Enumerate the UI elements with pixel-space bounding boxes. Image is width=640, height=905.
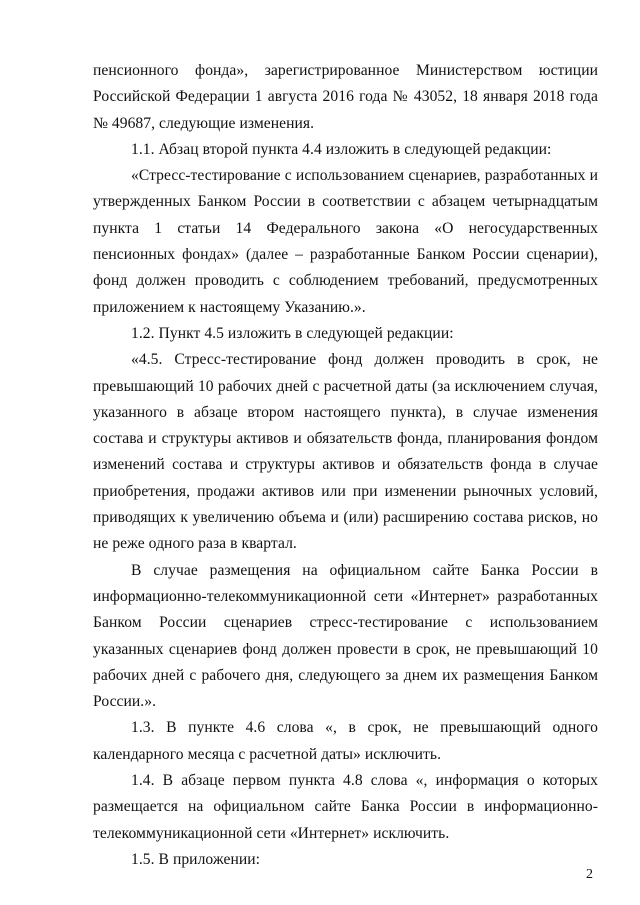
paragraph-continuation: пенсионного фонда», зарегистрированное Министерством юстиции Российской Федерации 1 августа 2016 года № 43052, 18 января 2018 года № 49687, следующие изменения.	[93, 62, 598, 132]
document-body	[93, 58, 598, 873]
paragraph-item-1-4: 1.4. В абзаце первом пункта 4.8 слова «, информация о которых размещается на официальном сайте Банка России в информационно-телекоммуникационной сети «Интернет» исключить.	[93, 772, 598, 842]
paragraph-item-1-2: 1.2. Пункт 4.5 изложить в следующей редакции:	[131, 324, 454, 342]
paragraph-quote-4-5: «4.5. Стресс-тестирование фонд должен проводить в срок, не превышающий 10 рабочих дней с расчетной даты (за исключением случая, указанного в абзаце втором настоящего пункта), в случае изменения состава и структуры активов и обязательств фонда, планирования фондом изменений состава и структуры активов и обязательств фонда в случае приобретения, продажи активов или при изменении рыночных условий, приводящих к увеличению объема и (или) расширению состава рисков, но не реже одного раза в квартал.	[93, 351, 598, 553]
paragraph-item-1-5: 1.5. В приложении:	[131, 850, 261, 868]
paragraph-quote-4-4: «Стресс-тестирование с использованием сценариев, разработанных и утвержденных Банком России в соответствии с абзацем четырнадцатым пункта 1 статьи 14 Федерального закона «О негосударственных пенсионных фондах» (далее – разработанные Банком России сценарии), фонд должен проводить с соблюдением требований, предусмотренных приложением к настоящему Указанию.».	[93, 167, 598, 316]
page-number: 2	[586, 867, 593, 882]
paragraph-quote-4-5-second: В случае размещения на официальном сайте Банка России в информационно-телекоммуникационной сети «Интернет» разработанных Банком России сценариев стресс-тестирование с использованием указанных сценариев фонд должен провести в срок, не превышающий 10 рабочих дней с рабочего дня, следующего за днем их размещения Банком России.».	[93, 561, 598, 711]
paragraph-item-1-3: 1.3. В пункте 4.6 слова «, в срок, не превышающий одного календарного месяца с расчетной даты» исключить.	[93, 719, 598, 763]
paragraph-item-1-1: 1.1. Абзац второй пункта 4.4 изложить в следующей редакции:	[131, 140, 552, 158]
